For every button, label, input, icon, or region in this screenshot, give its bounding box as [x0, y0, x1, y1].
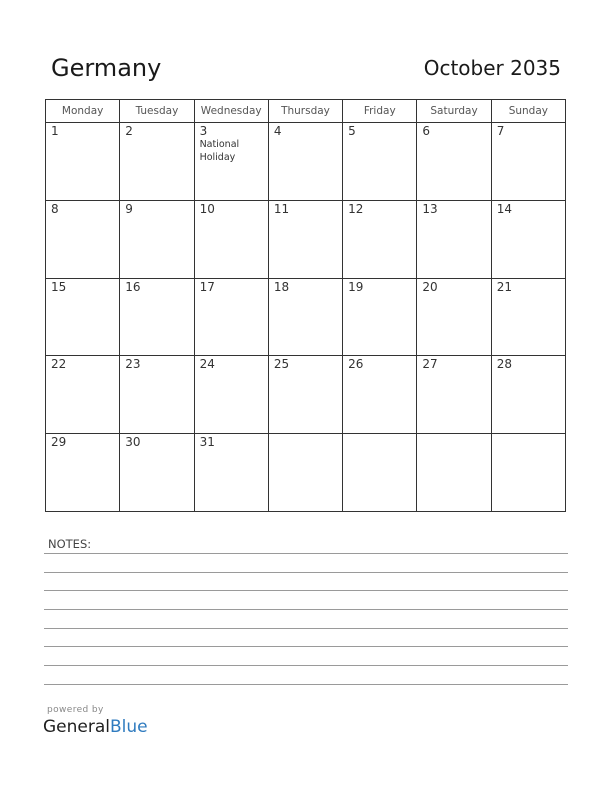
day-cell: [194, 434, 268, 512]
day-cell: [194, 200, 268, 278]
generalblue-logo[interactable]: [43, 717, 148, 737]
day-cell: [46, 434, 120, 512]
day-number: 7: [496, 124, 505, 138]
weekday-header: Monday: [46, 100, 120, 123]
day-cell: [120, 200, 194, 278]
day-cell: [46, 123, 120, 201]
day-number: 2: [125, 124, 133, 138]
holiday-label: National Holiday: [199, 139, 240, 163]
week-row: [46, 434, 566, 512]
day-number: 19: [348, 279, 364, 294]
notes-line: [44, 553, 568, 554]
day-cell: [417, 200, 491, 278]
day-number: 30: [125, 435, 141, 450]
day-cell: [120, 434, 194, 512]
day-number: 24: [199, 357, 215, 372]
day-number: 3: [199, 124, 208, 138]
day-cell: [120, 123, 194, 201]
week-row: [46, 200, 566, 278]
day-number: 16: [125, 279, 141, 294]
powered-by-text: powered by: [47, 705, 104, 715]
day-cell: [194, 123, 268, 201]
day-number: 20: [422, 279, 438, 294]
day-cell: [491, 123, 565, 201]
week-row: [46, 356, 566, 434]
day-cell: [343, 200, 417, 278]
brand-blue-text: Blue: [110, 717, 148, 737]
day-number: 27: [422, 357, 438, 372]
weekday-header: Sunday: [491, 100, 565, 123]
weekday-header: Wednesday: [194, 100, 268, 123]
day-number: 9: [125, 201, 133, 216]
notes-line: [44, 609, 568, 610]
weekday-header: Saturday: [417, 100, 491, 123]
weekday-header: Tuesday: [120, 100, 194, 123]
day-cell: [343, 278, 417, 356]
day-number: [343, 434, 416, 435]
day-cell: [491, 356, 565, 434]
day-number: 6: [422, 124, 431, 138]
day-number: 15: [51, 279, 67, 294]
day-cell: [268, 123, 342, 201]
day-number: 1: [51, 124, 59, 138]
day-cell: [194, 356, 268, 434]
day-number: 18: [273, 279, 290, 294]
weekday-header-row: [46, 100, 566, 123]
day-cell-empty: [491, 434, 565, 512]
day-cell: [343, 356, 417, 434]
day-number: 26: [348, 357, 364, 372]
day-cell-empty: [343, 434, 417, 512]
day-cell-empty: [417, 434, 491, 512]
day-number: [492, 434, 565, 435]
day-number: 17: [199, 279, 215, 294]
day-number: 22: [51, 357, 67, 372]
calendar-month-title: October 2035: [423, 56, 561, 80]
day-number: 14: [496, 201, 512, 216]
day-number: [417, 434, 490, 435]
notes-line: [44, 646, 568, 647]
day-cell: [120, 278, 194, 356]
day-cell: [194, 278, 268, 356]
day-number: 10: [199, 201, 215, 216]
day-number: 23: [125, 357, 141, 372]
notes-line: [44, 590, 568, 591]
day-cell: [120, 356, 194, 434]
day-number: 29: [51, 435, 67, 450]
day-cell: [491, 278, 565, 356]
day-number: 25: [273, 357, 290, 372]
day-cell: [46, 200, 120, 278]
day-cell: [417, 278, 491, 356]
day-cell: [268, 356, 342, 434]
notes-label: NOTES:: [48, 537, 92, 551]
day-number: 4: [273, 124, 282, 138]
day-number: 11: [273, 201, 290, 216]
notes-line: [44, 628, 568, 629]
week-row: [46, 278, 566, 356]
notes-line: [44, 665, 568, 666]
day-number: 31: [199, 435, 215, 450]
weekday-header: Thursday: [268, 100, 342, 123]
day-cell: [343, 123, 417, 201]
brand-general-text: General: [43, 717, 110, 737]
day-cell: [491, 200, 565, 278]
day-number: 12: [348, 201, 364, 216]
day-cell: [417, 356, 491, 434]
week-row: [46, 123, 566, 201]
day-number: 8: [51, 201, 59, 216]
day-cell: [417, 123, 491, 201]
day-number: 28: [496, 357, 512, 372]
weekday-header: Friday: [343, 100, 417, 123]
day-number: 21: [496, 279, 512, 294]
day-number: [269, 434, 342, 435]
day-cell: [268, 278, 342, 356]
notes-line: [44, 684, 568, 685]
day-cell: [46, 356, 120, 434]
day-number: 5: [348, 124, 356, 138]
day-cell: [46, 278, 120, 356]
calendar-country-title: Germany: [51, 54, 162, 82]
notes-line: [44, 572, 568, 573]
day-cell-empty: [268, 434, 342, 512]
calendar-grid: [45, 99, 566, 512]
day-number: 13: [422, 201, 438, 216]
day-cell: [268, 200, 342, 278]
